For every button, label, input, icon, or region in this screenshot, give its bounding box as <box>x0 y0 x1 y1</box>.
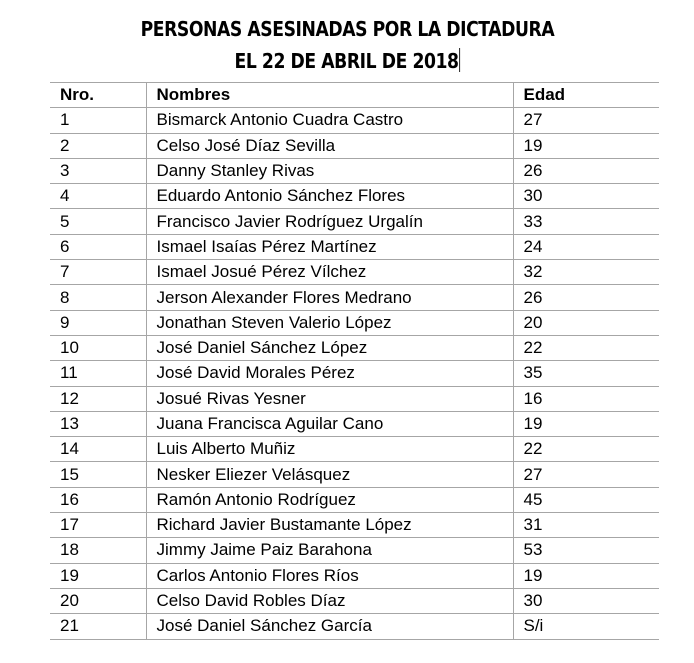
cell-edad: 19 <box>513 563 659 588</box>
table-row <box>50 260 659 285</box>
cell-nombre: Nesker Eliezer Velásquez <box>146 462 513 487</box>
cell-nombre: Ismael Josué Pérez Vílchez <box>146 260 513 285</box>
cell-nro: 1 <box>50 108 146 133</box>
cell-nombre: José Daniel Sánchez García <box>146 614 513 639</box>
table-row <box>50 209 659 234</box>
cell-nombre: Ramón Antonio Rodríguez <box>146 487 513 512</box>
cell-nombre: Bismarck Antonio Cuadra Castro <box>146 108 513 133</box>
cell-edad: S/i <box>513 614 659 639</box>
table-row <box>50 487 659 512</box>
cell-edad: 45 <box>513 487 659 512</box>
cell-nro: 21 <box>50 614 146 639</box>
header-nro: Nro. <box>50 83 146 108</box>
cell-edad: 26 <box>513 158 659 183</box>
cell-nombre: Celso José Díaz Sevilla <box>146 133 513 158</box>
victims-table <box>50 82 659 640</box>
cell-nombre: Josué Rivas Yesner <box>146 386 513 411</box>
cell-edad: 31 <box>513 513 659 538</box>
table-row <box>50 335 659 360</box>
cell-nombre: Jimmy Jaime Paiz Barahona <box>146 538 513 563</box>
cell-edad: 27 <box>513 108 659 133</box>
cell-edad: 27 <box>513 462 659 487</box>
cell-nro: 15 <box>50 462 146 487</box>
text-cursor <box>459 48 460 72</box>
table-row <box>50 588 659 613</box>
table-row <box>50 361 659 386</box>
cell-nombre: Luis Alberto Muñiz <box>146 437 513 462</box>
cell-nro: 12 <box>50 386 146 411</box>
cell-nro: 18 <box>50 538 146 563</box>
table-row <box>50 437 659 462</box>
cell-nro: 20 <box>50 588 146 613</box>
cell-nro: 9 <box>50 310 146 335</box>
table-header-row <box>50 83 659 108</box>
table-row <box>50 411 659 436</box>
cell-edad: 33 <box>513 209 659 234</box>
table-row <box>50 386 659 411</box>
cell-edad: 35 <box>513 361 659 386</box>
table-row <box>50 285 659 310</box>
cell-nro: 7 <box>50 260 146 285</box>
title-date-text: EL 22 DE ABRIL DE 2018 <box>234 49 459 73</box>
table-row <box>50 108 659 133</box>
cell-nro: 6 <box>50 234 146 259</box>
cell-nombre: José David Morales Pérez <box>146 361 513 386</box>
document-title-line1: PERSONAS ASESINADAS POR LA DICTADURA <box>140 17 555 41</box>
table-row <box>50 133 659 158</box>
cell-nombre: Jerson Alexander Flores Medrano <box>146 285 513 310</box>
cell-edad: 20 <box>513 310 659 335</box>
cell-nombre: Ismael Isaías Pérez Martínez <box>146 234 513 259</box>
cell-nro: 19 <box>50 563 146 588</box>
cell-nro: 13 <box>50 411 146 436</box>
cell-nombre: Juana Francisca Aguilar Cano <box>146 411 513 436</box>
cell-nombre: Eduardo Antonio Sánchez Flores <box>146 184 513 209</box>
cell-edad: 53 <box>513 538 659 563</box>
cell-nro: 14 <box>50 437 146 462</box>
cell-edad: 30 <box>513 184 659 209</box>
cell-edad: 22 <box>513 335 659 360</box>
cell-nro: 10 <box>50 335 146 360</box>
table-row <box>50 462 659 487</box>
cell-edad: 16 <box>513 386 659 411</box>
cell-nombre: Richard Javier Bustamante López <box>146 513 513 538</box>
cell-nombre: Jonathan Steven Valerio López <box>146 310 513 335</box>
table-body <box>50 108 659 639</box>
table-row <box>50 614 659 639</box>
cell-edad: 24 <box>513 234 659 259</box>
cell-nro: 17 <box>50 513 146 538</box>
cell-nro: 11 <box>50 361 146 386</box>
cell-nombre: Carlos Antonio Flores Ríos <box>146 563 513 588</box>
cell-nombre: Danny Stanley Rivas <box>146 158 513 183</box>
cell-nombre: José Daniel Sánchez López <box>146 335 513 360</box>
table-row <box>50 513 659 538</box>
table-row <box>50 184 659 209</box>
cell-edad: 22 <box>513 437 659 462</box>
table-row <box>50 234 659 259</box>
cell-nro: 2 <box>50 133 146 158</box>
table-row <box>50 310 659 335</box>
table-row <box>50 538 659 563</box>
header-nombres: Nombres <box>146 83 513 108</box>
header-edad: Edad <box>513 83 659 108</box>
table-row <box>50 563 659 588</box>
cell-edad: 30 <box>513 588 659 613</box>
cell-nro: 4 <box>50 184 146 209</box>
cell-nombre: Francisco Javier Rodríguez Urgalín <box>146 209 513 234</box>
cell-edad: 26 <box>513 285 659 310</box>
cell-edad: 19 <box>513 411 659 436</box>
document-title-line2 <box>49 48 646 74</box>
cell-nro: 5 <box>50 209 146 234</box>
cell-nro: 16 <box>50 487 146 512</box>
table-row <box>50 158 659 183</box>
cell-edad: 19 <box>513 133 659 158</box>
cell-nro: 3 <box>50 158 146 183</box>
cell-edad: 32 <box>513 260 659 285</box>
cell-nro: 8 <box>50 285 146 310</box>
cell-nombre: Celso David Robles Díaz <box>146 588 513 613</box>
